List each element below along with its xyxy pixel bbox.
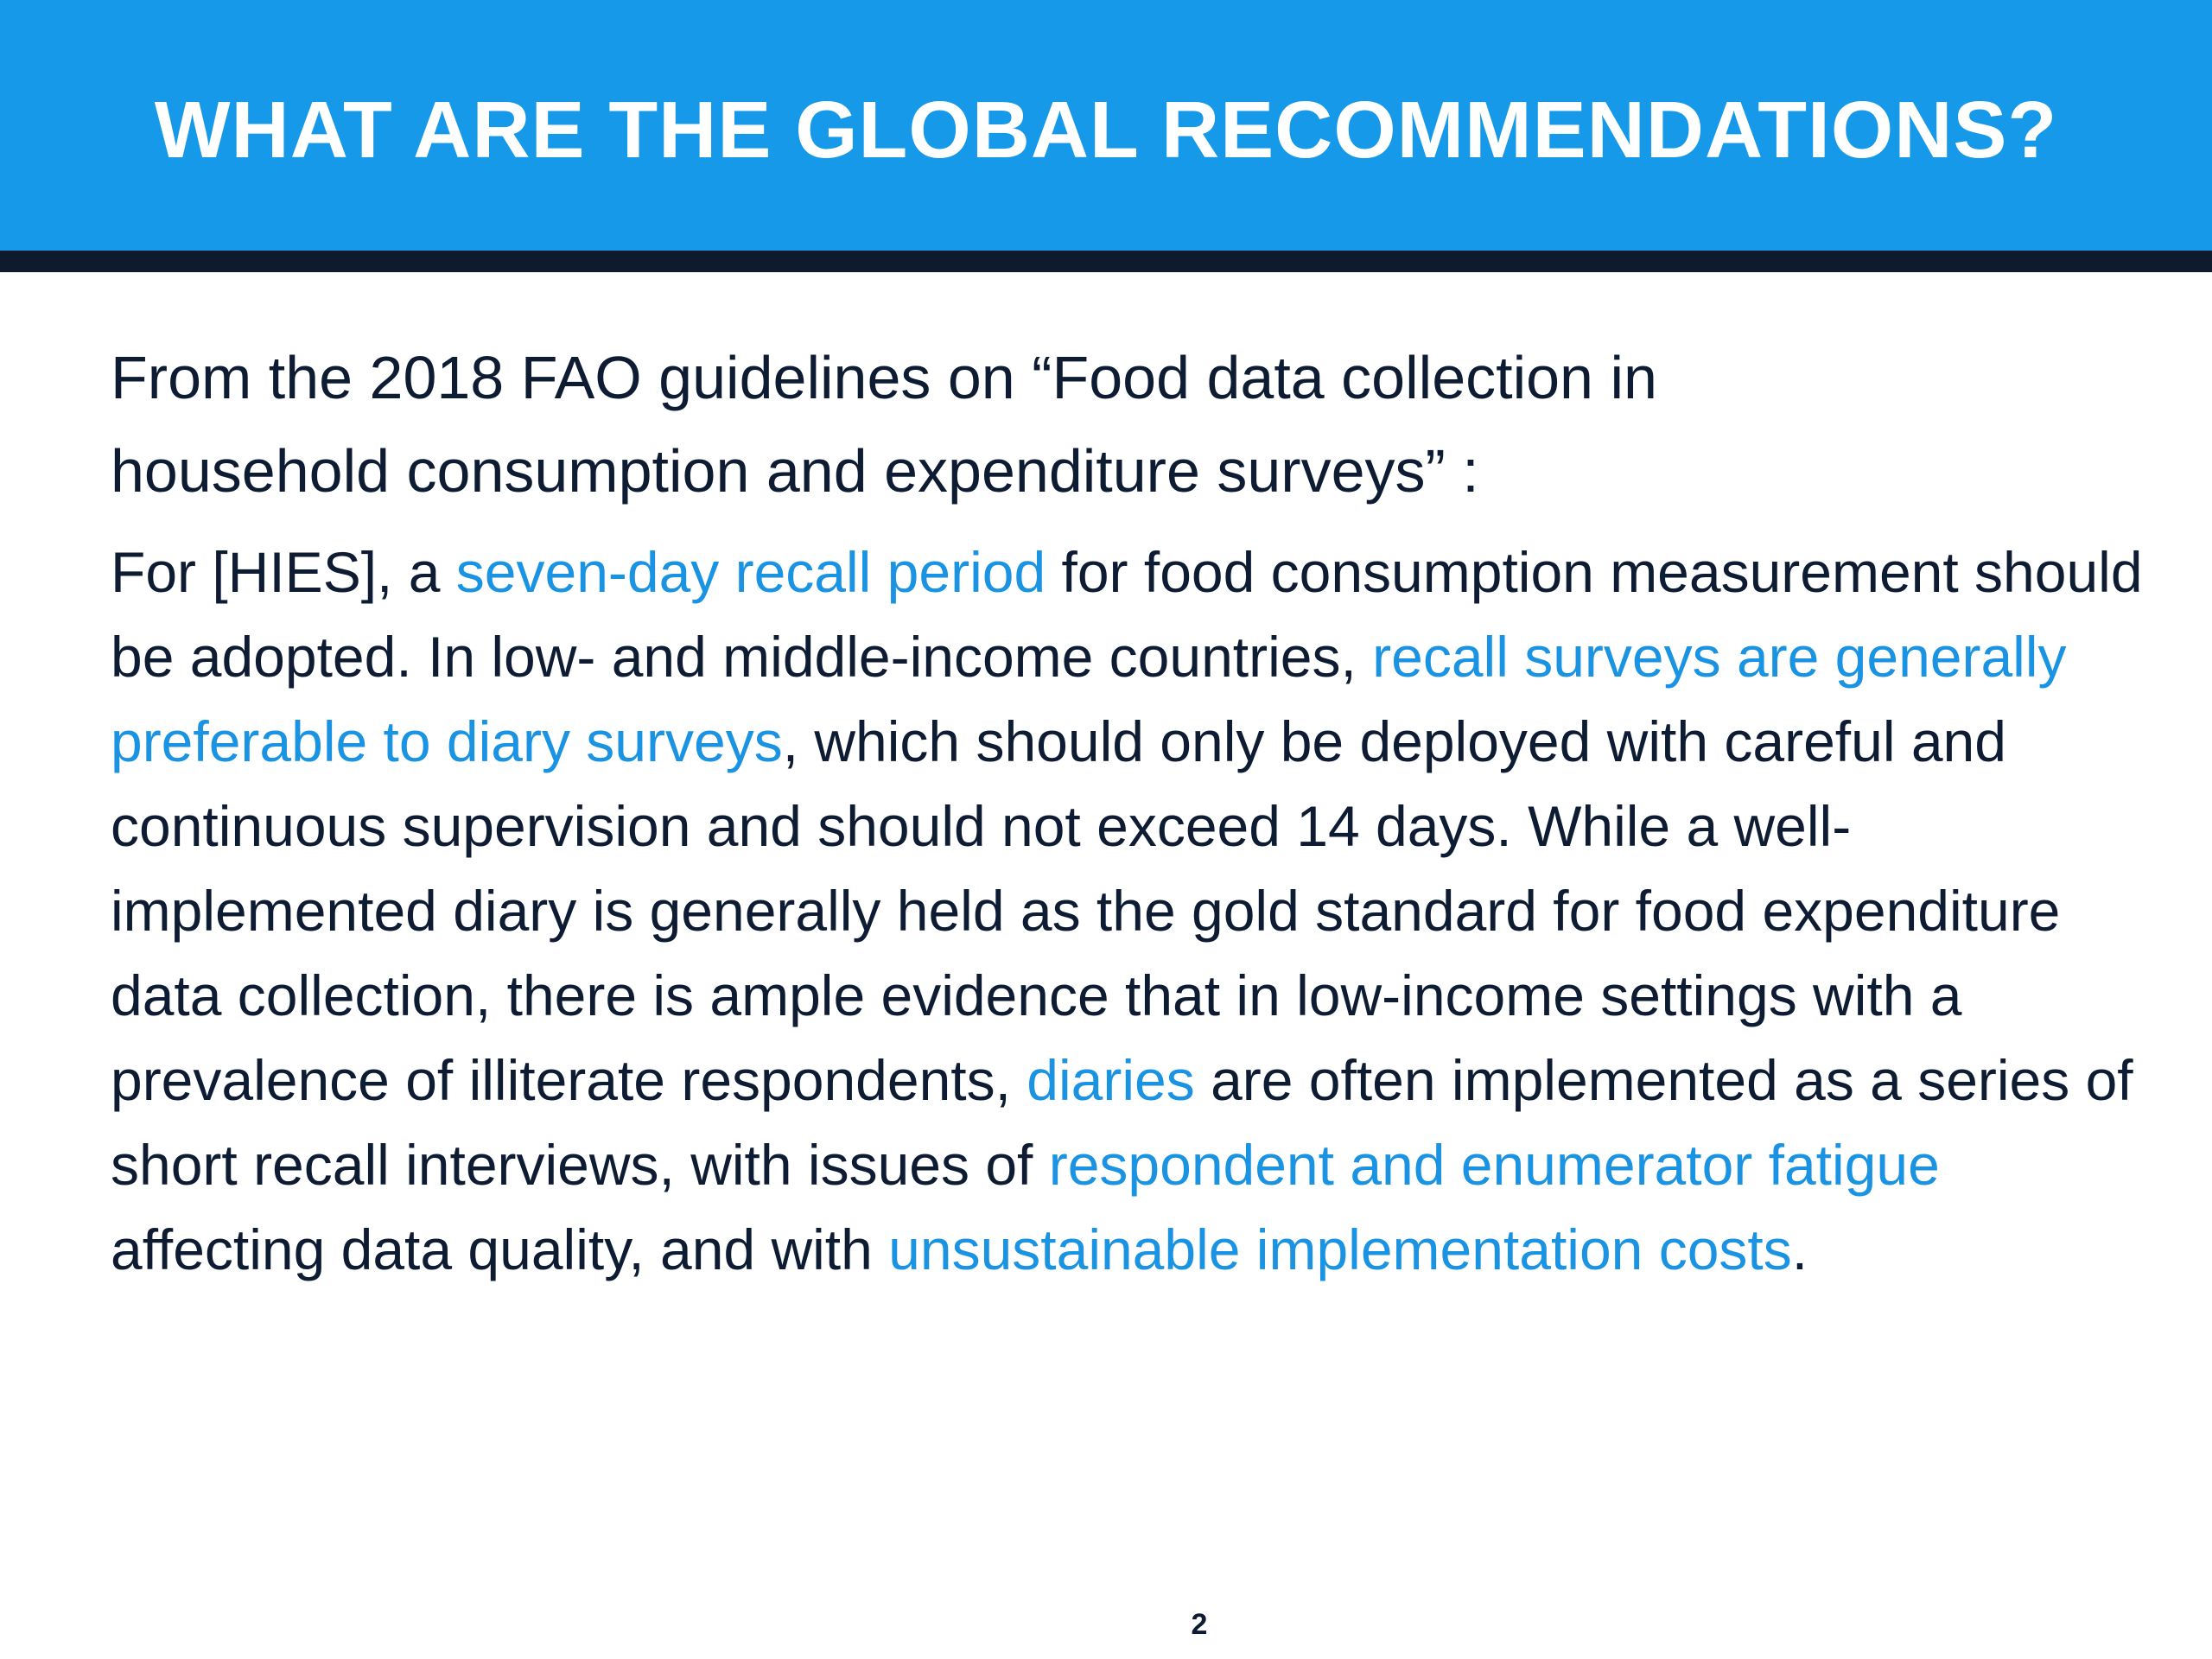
highlight-costs: unsustainable implementation costs <box>888 1217 1792 1281</box>
intro-line-1: From the 2018 FAO guidelines on “Food data collection in <box>111 344 1657 411</box>
title-bar <box>0 0 2212 251</box>
highlight-seven-day-recall: seven-day recall period <box>455 540 1046 604</box>
quote-text-3: , which should only be deployed with careful and continuous supervision and should not exceed 14 days. While a well-implemented diary is generally held as the gold standard for food expenditure data collection, there is ample evidence that in low-income settings with a prevalence of illiterate respondents, <box>111 709 2061 1112</box>
quote-text-1: For [HIES], a <box>111 540 456 604</box>
intro-line-2: household consumption and expenditure surveys” : <box>111 437 1479 505</box>
quote-text-2: for food consumption measurement should be adopted. In low- and middle-income countries, <box>111 540 2143 689</box>
title-divider <box>0 251 2212 272</box>
quote-text-6: . <box>1791 1217 1808 1281</box>
page-number: 2 <box>1191 1608 1208 1641</box>
highlight-diaries: diaries <box>1027 1048 1195 1112</box>
quote-text-4: are often implemented as a series of short recall interviews, with issues of <box>111 1048 2133 1197</box>
quote-text-5: affecting data quality, and with <box>111 1217 889 1281</box>
guideline-quote <box>111 530 2150 1292</box>
highlight-fatigue: respondent and enumerator fatigue <box>1048 1133 1940 1197</box>
highlight-recall-preferable: recall surveys are generally preferable to diary surveys <box>111 625 2067 773</box>
slide-title: WHAT ARE THE GLOBAL RECOMMENDATIONS? <box>154 85 2058 175</box>
intro-paragraph <box>111 331 2133 518</box>
